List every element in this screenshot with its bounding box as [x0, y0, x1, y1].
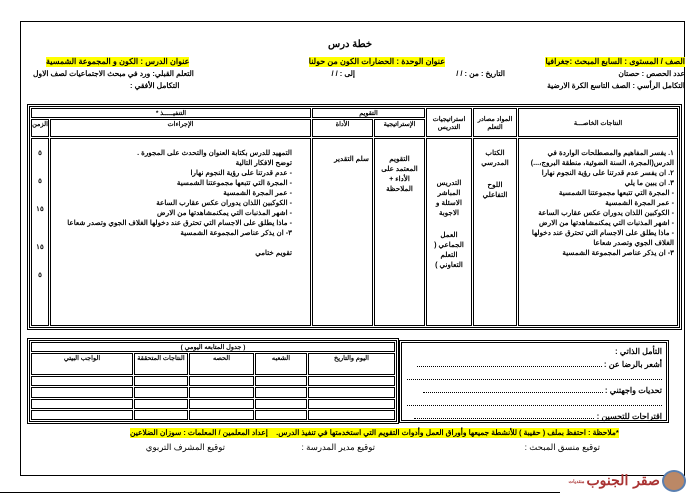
- challenges-field-2[interactable]: [407, 405, 662, 406]
- horizontal-integration: التكامل الأفقي :: [130, 81, 180, 90]
- followup-cell[interactable]: [31, 399, 133, 409]
- outcome-item: - المجرة التي تتبعها مجموعتنا الشمسية: [558, 188, 674, 197]
- satisfied-field[interactable]: [417, 366, 602, 367]
- coordinator-signature: توقيع منسق المبحث :: [524, 442, 600, 452]
- page-title: خطة درس: [327, 39, 372, 50]
- followup-cell[interactable]: [255, 410, 307, 420]
- followup-cell[interactable]: [31, 387, 133, 397]
- procedure-item: - المجرة التي تتبعها مجموعتنا الشمسية: [176, 178, 292, 187]
- followup-cell[interactable]: [189, 387, 254, 397]
- self-reflection-box: [399, 340, 669, 423]
- note-bar: [130, 428, 619, 438]
- time-item: ٥: [38, 270, 42, 279]
- improve-field[interactable]: [414, 418, 594, 419]
- followup-cell[interactable]: [189, 410, 254, 420]
- date-from: التاريخ : من : / /: [456, 69, 505, 78]
- outcomes-cell: [518, 138, 678, 326]
- note-text: *ملاحظة : احتفظ بملف ( حقيبة ) للأنشطة جميعها وأوراق العمل وأدوات التقويم التي استخدمتها في تنفيذ الدرس.: [276, 428, 619, 437]
- time-item: ١٥: [36, 204, 44, 213]
- lesson-title: عنوان الدرس : الكون و المجموعة الشمسية: [46, 57, 190, 66]
- outcome-item: - الكوكبين اللذان يدوران عكس عقارب الساعة: [538, 208, 674, 217]
- supervisor-signature: توقيع المشرف التربوي: [145, 442, 225, 452]
- followup-cell[interactable]: [189, 376, 254, 386]
- header-execution: التنفيـــــذ *: [31, 108, 311, 118]
- challenges-label: تحديات واجهتني :: [604, 386, 662, 395]
- followup-title: ( جدول المتابعه اليومي ): [31, 342, 395, 352]
- followup-cell[interactable]: [255, 399, 307, 409]
- procedure-item: - عمر المجرة الشمسية: [223, 188, 292, 197]
- col-day-date: اليوم والتاريخ: [308, 353, 395, 375]
- strategy-item: التدريس المباشر الاسئلة و الاجوبة: [436, 178, 462, 217]
- followup-cell[interactable]: [255, 376, 307, 386]
- procedure-item: ٣- ان يذكر عناصر المجموعة الشمسية: [180, 228, 292, 237]
- vertical-integration: التكامل الرأسي : الصف التاسع الكرة الارضية: [547, 81, 685, 90]
- periods: عدد الحصص : حصتان: [618, 69, 685, 78]
- followup-cell[interactable]: [134, 399, 188, 409]
- assessment-strategy: التقويم المعتمد على الأداء + الملاحظة: [381, 154, 418, 193]
- logo-sub: منتديات: [568, 478, 585, 485]
- procedure-item: - الكوكبين اللذان يدوران عكس عقارب الساعة: [156, 198, 292, 207]
- challenges-field[interactable]: [423, 392, 603, 393]
- followup-cell[interactable]: [31, 410, 133, 420]
- outcome-item: - ماذا يطلق على الاجسام التي تحترق عند دخولها الغلاف الجوي وتصدر شعاعا: [531, 228, 674, 247]
- followup-cell[interactable]: [308, 410, 395, 420]
- followup-cell[interactable]: [255, 387, 307, 397]
- material-item: الكتاب المدرسي: [481, 148, 509, 167]
- header-procedures: الإجراءات: [50, 119, 311, 137]
- assessment-tool-cell: [312, 138, 373, 326]
- materials-cell: [473, 138, 517, 326]
- col-section: الشعبه: [255, 353, 307, 375]
- col-outcomes-achieved: النتاجات المتحققة: [134, 353, 188, 375]
- procedure-item: - عدم قدرتنا على رؤية النجوم نهارا: [190, 168, 292, 177]
- daily-followup-table: [27, 338, 399, 424]
- reflection-title: التأمل الذاتي :: [615, 347, 662, 356]
- header-assessment: التقويم: [312, 108, 425, 118]
- followup-cell[interactable]: [308, 376, 395, 386]
- header-strategies: استراتيجيات التدريس: [426, 108, 472, 137]
- date-to: إلى : / /: [331, 69, 355, 78]
- procedure-item: تقويم ختامي: [255, 248, 292, 257]
- procedure-item: توضح الافكار التالية: [235, 158, 292, 167]
- outcome-item: ١. يفسر المفاهيم والمصطلحات الواردة في الدرس(المجرة، السنة الضوئية، منطقة البروج،...): [530, 148, 674, 167]
- time-item: ٥: [38, 176, 42, 185]
- strategies-cell: [426, 138, 472, 326]
- followup-cell[interactable]: [134, 387, 188, 397]
- principal-signature: توقيع مدير المدرسة :: [301, 442, 375, 452]
- grade-subject: الصف / المستوى : السابع المبحث :جغرافيا: [545, 57, 685, 66]
- strategy-item: العمل الجماعي ( التعلم التعاوني ): [434, 230, 464, 269]
- col-homework: الواجب البيتي: [31, 353, 133, 375]
- followup-cell[interactable]: [189, 399, 254, 409]
- outcome-item: ٢. ان يفسر عدم قدرتنا على رؤية النجوم نهارا: [541, 168, 674, 177]
- time-item: ٥: [38, 148, 42, 157]
- outcome-item: - عمر المجرة الشمسية: [605, 198, 674, 207]
- procedure-item: - اشهر المذنبات التي يمكنمشاهدتها من الارض: [157, 208, 292, 217]
- followup-cell[interactable]: [134, 410, 188, 420]
- header-materials: المواد مصادر التعلم: [473, 108, 517, 137]
- forum-logo: [566, 470, 686, 494]
- procedures-cell: [50, 138, 311, 326]
- followup-cell[interactable]: [308, 399, 395, 409]
- header-outcomes: النتاجات الخاصـــة: [518, 108, 678, 137]
- header-tool: الأداة: [312, 119, 373, 137]
- followup-cell[interactable]: [134, 376, 188, 386]
- logo-text: صقر الجنوب: [586, 473, 660, 489]
- assessment-tool: سلم التقدير: [334, 154, 369, 163]
- improve-label: اقتراحات للتحسين :: [596, 412, 662, 421]
- assessment-strategy-cell: [374, 138, 425, 326]
- followup-cell[interactable]: [308, 387, 395, 397]
- outcome-item: - اشهر المذنبات التي يمكنمشاهدتها من الارض: [539, 218, 674, 227]
- prepared-by: إعداد المعلمين / المعلمات : سوزان الضلاعين: [130, 428, 268, 437]
- material-item: اللوح التفاعلي: [482, 180, 508, 199]
- time-item: ١٥: [36, 242, 44, 251]
- followup-cell[interactable]: [31, 376, 133, 386]
- logo-emblem-icon: [662, 470, 686, 492]
- footer-line: [0, 492, 560, 493]
- prior-learning: التعلم القبلي: ورد في مبحث الاجتماعيات لصف الاول: [33, 69, 194, 78]
- procedure-item: - ماذا يطلق على الاجسام التي تحترق عند دخولها الغلاف الجوي وتصدر شعاعا: [67, 218, 292, 227]
- lesson-table: [27, 104, 682, 330]
- satisfied-field-2[interactable]: [407, 379, 662, 380]
- header-time: الزمن: [31, 119, 49, 137]
- outcome-item: ٣. ان يبين ما يلي: [624, 178, 674, 187]
- col-period: الحصه: [189, 353, 254, 375]
- outcome-item: ٣- ان يذكر عناصر المجموعة الشمسية: [562, 248, 674, 257]
- header-strategy: الإستراتيجية: [374, 119, 425, 137]
- satisfied-label: أشعر بالرضا عن :: [603, 360, 662, 369]
- time-cell: [31, 138, 49, 326]
- unit-title: عنوان الوحدة : الحضارات الكون من حولنا: [308, 57, 445, 66]
- procedure-item: التمهيد للدرس بكتابة العنوان والتحدث على المجورة .: [137, 148, 292, 157]
